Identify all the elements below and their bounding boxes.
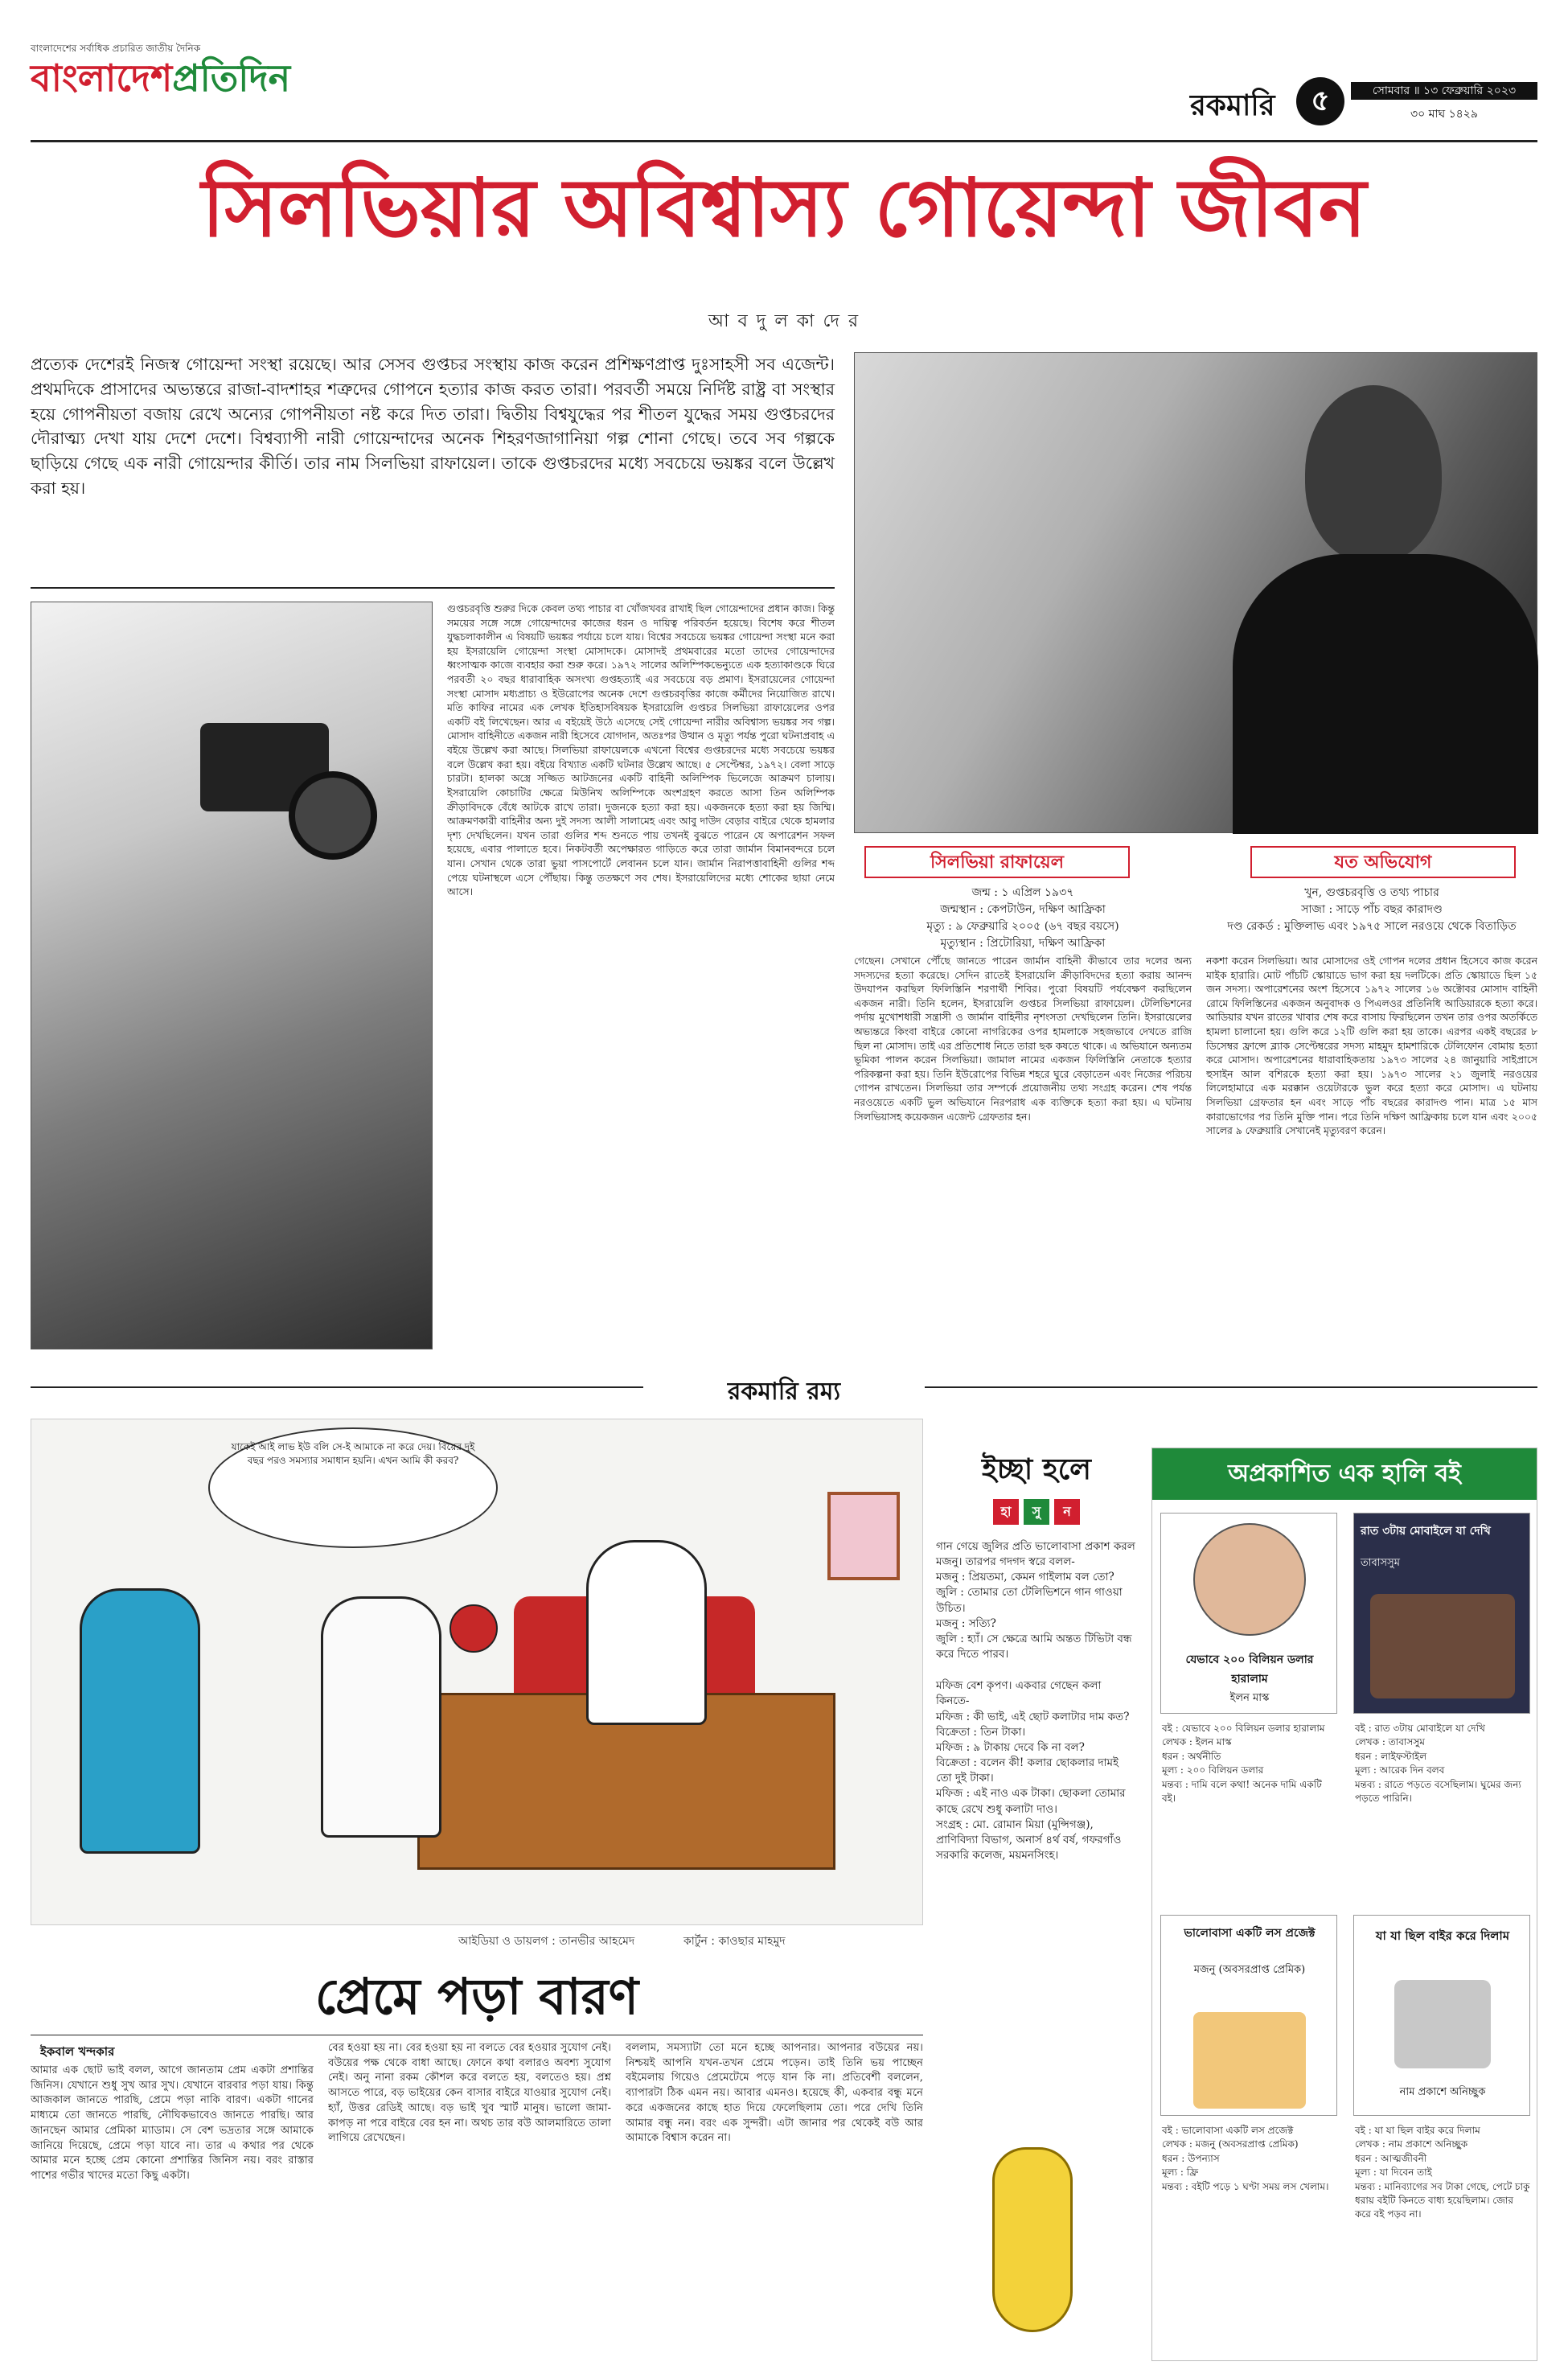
logo-part2: প্রতিদিন (172, 56, 291, 100)
ramya-section-title: রকমারি রম্য (643, 1372, 925, 1413)
book-3-illustration (1193, 2012, 1306, 2109)
book-3-caption: বই : ভালোবাসা একটি লস প্রজেক্ট লেখক : মজনু (অবসরপ্রাপ্ত প্রেমিক) ধরন : উপন্যাস মূল্য : ফ্রি মন্তব্য : বইটি পড়ে ১ ঘণ্টা সময় লস খেলাম। (1162, 2125, 1329, 2192)
profile-label-charges: যত অভিযোগ (1250, 846, 1516, 878)
logo-part1: বাংলাদেশ (31, 56, 173, 100)
book-2-cover (1353, 1513, 1530, 1714)
date-bangla: ৩০ মাঘ ১৪২৯ (1410, 108, 1478, 121)
books-title: অপ্রকাশিত এক হালি বই (1152, 1448, 1537, 1500)
book-4-cover (1353, 1915, 1530, 2116)
profile-died: মৃত্যু : ৯ ফেব্রুয়ারি ২০০৫ (৬৭ বছর বয়সে) (926, 920, 1119, 933)
record-text: দণ্ড রেকর্ড : মুক্তিলাভ এবং ১৯৭৫ সালে নরওয়ে থেকে বিতাড়িত (1227, 920, 1517, 933)
article-column-3: গেছেন। সেখানে পৌঁছে জানতে পারেন জার্মান বাহিনী কীভাবে তার দলের অন্য সদস্যদের হত্যা করেছে। সেদিন রাতেই ইসরায়েলি ক্রীড়াবিদদের হত্যা করায় আনন্দ উদযাপন করছিল ফিলিস্তিনি শরণার্থী শিবির। পুরো বিষয়টি পর্যবেক্ষণ করছিলেন একজন নারী। তিনি হলেন, ইসরায়েলি গুপ্তচর সিলভিয়া রাফায়েল। টেলিভিশনের পর্দায় মুখোশধারী সন্ত্রাসী ও জার্মান বাহিনীর নৃশংসতা দেখছিলেন তিনি। ইসরায়েলের অভ্যন্তরে কিংবা বাইরে কোনো নাগরিকের ওপর হামলাকে সহজভাবে দেখতে রাজি ছিল না মোসাদ। তাই এর প্রতিশোধ নিতে তারা ছক কষতে থাকে। এ অভিযানে অন্যতম ভূমিকা পালন করেন সিলভিয়া। জামাল নামের একজন ফিলিস্তিনি নেতাকে হত্যার পরিকল্পনা করা হয়। তিনি ইউরোপের বিভিন্ন শহরে ঘুরে বেড়াতেন এবং নিজের পরিচয় গোপন রাখতেন। সিলভিয়া তার সম্পর্কে প্রয়োজনীয় তথ্য সংগ্রহ করেন। শেষ পর্যন্ত নরওয়েতে একটি ভুল অভিযানে নিরপরাধ এক ব্যক্তিকে হত্যা করা হয়। এ ঘটনায় সিলভিয়াসহ কয়েকজন এজেন্ট গ্রেফতার হন। (854, 955, 1192, 1123)
sentence-text: সাজা : সাড়ে পাঁচ বছর কারাদণ্ড (1301, 903, 1443, 916)
books-box (1151, 1448, 1537, 2361)
man-figure (80, 1588, 200, 1854)
profile-facts (854, 885, 1192, 952)
icche-dialog-1: গান গেয়ে জুলির প্রতি ভালোবাসা প্রকাশ করল মজনু। তারপর গদগদ স্বরে বলল- মজনু : প্রিয়তমা, কেমন গাইলাম বল তো? জুলি : তোমার তো টেলিভিশনে গান গাওয়া উচিত। মজনু : সত্যি? জুলি : হ্যাঁ। সে ক্ষেত্রে আমি অন্তত টিভিটা বন্ধ করে দিতে পারব। (936, 1540, 1135, 1661)
article-column-1: গুপ্তচরবৃত্তি শুরুর দিকে কেবল তথ্য পাচার বা খোঁজখবর রাখাই ছিল গোয়েন্দাদের প্রধান কাজ। কিন্তু সময়ের সঙ্গে সঙ্গে গোয়েন্দাদের কাজের ধরন ও দায়িত্ব পরিবর্তন হয়েছে। বিশেষ করে শীতল যুদ্ধচলাকালীন এ বিষয়টি ভয়ঙ্কর পর্যায়ে চলে যায়। বিশ্বের সবচেয়ে ভয়ঙ্কর গোয়েন্দা সংস্থা মনে করা হয় ইসরায়েলি গোয়েন্দা সংস্থা মোসাদকে। মোসাদই প্রথমবারের মতো তাদের গোয়েন্দাদের ধ্বংসাত্মক কাজে ব্যবহার করা শুরু করে। ১৯৭২ সালের অলিম্পিকভেন্যুতে এক হত্যাকাণ্ডকে ঘিরে পরবর্তী ২০ বছর ধারাবাহিক অসংখ্য গুপ্তহত্যাই এর সবচেয়ে বড় প্রমাণ। ইসরায়েলের গোয়েন্দা সংস্থা মোসাদ মধ্যপ্রাচ্য ও ইউরোপের অনেক দেশে গুপ্তচরবৃত্তির কাজে কর্মীদের নিয়োজিত রাখে। মতি কাফির নামের এক লেখক ইতিহাসবিষয়ক ইসরায়েলি গুপ্তচর সিলভিয়া রাফায়েলের ওপর একটি বই লিখেছেন। আর এ বইয়েই উঠে এসেছে সেই গোয়েন্দা নারীর অবিশ্বাস্য ভয়ঙ্কর সব গল্প। মোসাদ বাহিনীতে একজন নারী হিসেবে যোগদান, অতঃপর উত্থান ও মৃত্যু পর্যন্ত পুরো ঘটনাপ্রবাহ এ বইয়ে উল্লেখ করা আছে। সিলভিয়া রাফায়েলকে এখনো বিশ্বের গুপ্তচরদের মধ্যে সবচেয়ে ভয়ঙ্কর বলে উল্লেখ করা হয়। বইয়ে বিখ্যাত একটি ঘটনার উল্লেখ আছে। ৫ সেপ্টেম্বর, ১৯৭২। বেলা সাড়ে চারটা। হালকা অস্ত্রে সজ্জিত আটজনের একটি বাহিনী অলিম্পিক ভিলেজে আক্রমণ চালায়। ইসরায়েলি কোচাটির ক্ষেত্রে মিউনিখ অলিম্পিকে অংশগ্রহণ করতে আসা তিন অলিম্পিক ক্রীড়াবিদকে বেঁধে আটকে রাখে তারা। দুজনকে হত্যা করা হয়। একজনকে হত্যা করা হয় জিম্মি। আক্রমণকারী বাহিনীর অন্য দুই সদস্য আলী সালামেহ এবং আবু দাউদ বেড়ার বাইরে থেকে হামলার দৃশ্য দেখছিলেন। যখন তারা গুলির শব্দ শুনতে পায় তখনই বুঝতে পারেন যে অপারেশন সফল হয়েছে, এবার পালাতে হবে। নিকটবর্তী অপেক্ষারত গাড়িতে করে তারা জার্মান বিমানবন্দরে চলে যান। সেখান থেকে তারা ভুয়া পাসপোর্টে লেবানন চলে যান। জার্মান নিরাপত্তাবাহিনী গুলির শব্দ পেয়ে ঘটনাস্থলে এসে পৌঁছায়। কিন্তু ততক্ষণে সব শেষ। ইসরায়েলিদের মধ্যে শোকের ছায়া নেমে আসে। (447, 602, 835, 898)
wall-frame (827, 1492, 900, 1580)
profile-born: জন্ম : ১ এপ্রিল ১৯৩৭ (971, 886, 1074, 899)
cartoon-panel (31, 1419, 923, 1925)
book-3-cover-author: মজনু (অবসরপ্রাপ্ত প্রেমিক) (1193, 1964, 1306, 1976)
banana-icon (992, 2147, 1073, 2332)
portrait-body (1233, 554, 1538, 834)
doctor-figure (586, 1540, 707, 1725)
article-byline: আ ব দু ল কা দে র (708, 311, 860, 331)
book-1-cover-title: যেভাবে ২০০ বিলিয়ন ডলার হারালাম (1185, 1653, 1314, 1686)
section-name: রকমারি (1190, 88, 1275, 122)
book-2-illustration (1370, 1594, 1515, 1698)
ramya-headline: প্রেমে পড়া বারণ (314, 1967, 639, 2026)
profile-charges (1206, 885, 1537, 935)
profile-label-name: সিলভিয়া রাফায়েল (864, 846, 1130, 878)
book-4-cover-author: নাম প্রকাশে অনিচ্ছুক (1399, 2086, 1486, 2098)
ramya-column-1: আমার এক ছোট ভাই বলল, আগে জানতাম প্রেম একটা প্রশান্তির জিনিস। যেখানে শুধু সুখ আর সুখ। যেখানে বারবার পড়া যায়। কিন্তু আজকাল জানতে পারছি, প্রেমে পড়া নাকি বারণ। একটা গানের মাধ্যমে তো জানতে পারছি, নৌঘিকভাবেও জানতে পারছি। আর জানছেন আমার প্রেমিকা ম্যাডাম। সে বেশ ভদ্রতার সঙ্গে আমাকে জানিয়ে দিয়েছে, প্রেমে পড়া যাবে না। তার এ কথার পর থেকে আমার মনে হচ্ছে প্রেম কোনো প্রশান্তির জিনিস নয়। বরং রাস্তার পাশের গভীর খাদের মতো কিছু একটা। (31, 2064, 314, 2183)
icche-title: ইচ্ছা হলে (982, 1452, 1091, 1486)
book-4-cover-title: যা যা ছিল বাইর করে দিলাম (1375, 1928, 1510, 1943)
book-1-cover (1160, 1513, 1337, 1714)
rose-icon (449, 1604, 498, 1653)
masthead-logo (31, 42, 368, 99)
icche-dialog-2: মফিজ বেশ কৃপণ। একবার গেছেন কলা কিনতে- মফিজ : কী ভাই, এই ছোট কলাটার দাম কত? বিক্রেতা : তিন টাকা। মফিজ : ৯ টাকায় দেবে কি না বল? বিক্রেতা : বলেন কী! কলার ছোকলার দামই তো দুই টাকা। মফিজ : এই নাও এক টাকা। ছোকলা তোমার কাছে রেখে শুধু কলাটা দাও। সংগ্রহ : মো. রোমান মিয়া (মুন্সিগঞ্জ), প্রাণিবিদ্যা বিভাগ, অনার্স ৪র্থ বর্ষ, গফরগাঁও সরকারি কলেজ, ময়মনসিংহ। (936, 1679, 1130, 1862)
speech-bubble: যাকেই আই লাভ ইউ বলি সে-ই আমাকে না করে দেয়। বিয়ের দুই বছর পরও সমস্যার সমাধান হয়নি। এখন আমি কী করব? (208, 1427, 498, 1548)
page-number-badge: ৫ (1296, 77, 1344, 125)
ramya-byline: ইকবাল খন্দকার (40, 2044, 115, 2059)
profile-birthplace: জন্মস্থান : কেপটাউন, দক্ষিণ আফ্রিকা (940, 903, 1106, 916)
hasun-letters (936, 1499, 1137, 1525)
book-2-caption: বই : রাত ৩টায় মোবাইলে যা দেখি লেখক : তাবাসসুম ধরন : লাইফস্টাইল মূল্য : আরেক দিন বলব মন্তব্য : রাতে পড়তে বসেছিলাম। ঘুমের জন্য পড়তে পারিনি। (1355, 1723, 1521, 1804)
book-4-caption: বই : যা যা ছিল বাইর করে দিলাম লেখক : নাম প্রকাশে অনিচ্ছুক ধরন : আত্মজীবনী মূল্য : যা দিবেন তাই মন্তব্য : মানিব্যাগের সব টাকা গেছে, পেটে চাকু ধরায় বইটি কিনতে বাধ্য হয়েছিলাম। জোর করে বই পড়ব না। (1355, 2125, 1530, 2220)
masthead-tagline: বাংলাদেশের সর্বাধিক প্রচারিত জাতীয় দৈনিক (31, 43, 201, 54)
book-3-cover (1160, 1915, 1337, 2116)
book-1-cover-author: ইলন মাস্ক (1229, 1692, 1270, 1704)
letter-2: সু (1024, 1499, 1049, 1525)
book-2-cover-author: তাবাসসুম (1361, 1557, 1400, 1569)
icche-hole-box (936, 1448, 1137, 2361)
photo-sylvia-camera (31, 602, 433, 1349)
article-headline: সিলভিয়ার অবিশ্বাস্য গোয়েন্দা জীবন (201, 160, 1367, 255)
photo-sylvia-portrait (854, 352, 1537, 833)
book-1-portrait (1193, 1523, 1306, 1636)
date-gregorian: সোমবার ॥ ১৩ ফেব্রুয়ারি ২০২৩ (1351, 82, 1537, 100)
letter-3: ন (1054, 1499, 1080, 1525)
book-3-cover-title: ভালোবাসা একটি লস প্রজেক্ট (1184, 1927, 1316, 1940)
ramya-column-2: বের হওয়া হয় না। বের হওয়া হয় না বলতে বের হওয়ার সুযোগ নেই। বউয়ের পক্ষ থেকে বাধা আছে। ফোনে কথা বলারও অবশ্য সুযোগ নেই। অনু নানা রকম কৌশল করে বলতে হয়, বলতেও হয়। প্রশ্ন আসতে পারে, বড় ভাইয়ের কেন বাসার বাইরে যাওয়ার সুযোগ নেই। হ্যাঁ, উত্তর রেডিই আছে। বড় ভাই খুব স্মার্ট মানুষ। ভালো জামা-কাপড় না পরে বাইরে বের হন না। অথচ তার বউ আলমারিতে তালা লাগিয়ে রেখেছেন। (328, 2042, 611, 2145)
article-column-4: নকশা করেন সিলভিয়া। আর মোসাদের ওই গোপন দলের প্রধান হিসেবে কাজ করেন মাইক হারারি। মোট পাঁচটি স্কোয়াডে ভাগ করা হয় দলটিকে। প্রতি স্কোয়াডে ছিল ১৫ জন সদস্য। অপারেশনের অংশ হিসেবে ১৯৭২ সালের ১৬ অক্টোবর মোসাদ বাহিনী রোমে ফিলিস্তিনের একজন অনুবাদক ও পিএলওর প্রতিনিধি আডিয়ারকে হত্যা করে। আডিয়ার যখন রাতের খাবার শেষ করে বাসায় ফিরছিলেন তখন তার ওপর অতর্কিতে হামলা চালানো হয়। গুলি করে ১২টি গুলি করা হয় তাকে। এরপর একই বছরের ৮ ডিসেম্বর ফ্রান্সে ব্ল্যাক সেপ্টেম্বরের সদস্য মাহমুদ হামশারিকে টেলিফোন বোমায় হত্যা করে মোসাদ। অপারেশনের ধারাবাহিকতায় ১৯৭৩ সালের ২৪ জানুয়ারি সাইপ্রাসে হুসাইন আল বশিরকে হত্যা করা হয়। ১৯৭৩ সালের ২১ জুলাই নরওয়ের লিলেহামারে এক মরক্কান ওয়েটারকে ভুল করে হত্যা করে মোসাদ। এ ঘটনায় সিলভিয়া গ্রেফতার হন এবং সাড়ে পাঁচ বছরের কারাদণ্ড পান। মাত্র ১৫ মাস কারাভোগের পর তিনি মুক্তি পান। পরে তিনি দক্ষিণ আফ্রিকায় চলে যান এবং ২০০৫ সালের ৯ ফেব্রুয়ারি সেখানেই মৃত্যুবরণ করেন। (1206, 955, 1537, 1137)
letter-1: হা (993, 1499, 1019, 1525)
book-4-illustration (1394, 1980, 1491, 2068)
intro-divider (31, 587, 835, 589)
profile-death-place: মৃত্যুস্থান : প্রিটোরিয়া, দক্ষিণ আফ্রিকা (940, 937, 1106, 950)
camera-lens-icon (289, 771, 377, 860)
patient-figure (321, 1596, 441, 1838)
charge-text: খুন, গুপ্তচরবৃত্তি ও তথ্য পাচার (1304, 886, 1439, 899)
book-1-caption: বই : যেভাবে ২০০ বিলিয়ন ডলার হারালাম লেখক : ইলন মাস্ক ধরন : অর্থনীতি মূল্য : ২০০ বিলিয়ন ডলার মন্তব্য : দামি বলে কথা! অনেক দামি একটি বই। (1162, 1723, 1325, 1804)
article-intro: প্রত্যেক দেশেরই নিজস্ব গোয়েন্দা সংস্থা রয়েছে। আর সেসব গুপ্তচর সংস্থায় কাজ করেন প্রশিক্ষণপ্রাপ্ত দুঃসাহসী সব এজেন্ট। প্রথমদিকে প্রাসাদের অভ্যন্তরে রাজা-বাদশাহর শত্রুদের গোপনে হত্যার কাজ করত তারা। পরবর্তী সময়ে নির্দিষ্ট রাষ্ট্র বা সংস্থার হয়ে গোপনীয়তা বজায় রেখে অন্যের গোপনীয়তা নষ্ট করে দিত তারা। দ্বিতীয় বিশ্বযুদ্ধের পর শীতল যুদ্ধের সময় গুপ্তচরদের দৌরাত্ম্য দেখা যায় দেশে দেশে। বিশ্বব্যাপী নারী গোয়েন্দাদের অনেক শিহরণজাগানিয়া গল্প শোনা গেছে। তবে সব গল্পকে ছাড়িয়ে গেছে এক নারী গোয়েন্দার কীর্তি। তার নাম সিলভিয়া রাফায়েল। তাকে গুপ্তচরদের মধ্যে সবচেয়ে ভয়ঙ্কর বলে উল্লেখ করা হয়। (31, 355, 835, 498)
book-2-cover-title: রাত ৩টায় মোবাইলে যা দেখি (1361, 1525, 1491, 1538)
masthead-rule (31, 140, 1537, 142)
ramya-column-3: বললাম, সমস্যাটা তো মনে হচ্ছে আপনার। আপনার বউয়ের নয়। নিশ্চয়ই আপনি যখন-তখন প্রেমে পড়েন। তাই তিনি ভয় পাচ্ছেন বইমেলায় গিয়েও প্রেমেটেমে পড়ে যান কি না। প্রতিবেশী বললেন, ব্যাপারটা ঠিক এমন নয়। আবার এমনও। হয়েছে কী, একবার বন্ধু মনে করে একজনের কাছে হাত দিয়ে ফেলেছিলাম তো। পরে দেখি তিনি আমার বন্ধু নন। বরং এক সুন্দরী। এটা জানার পর থেকেই বউ আর আমাকে বিশ্বাস করেন না। (626, 2042, 923, 2145)
credit-cartoon: কার্টুন : কাওছার মাহমুদ (683, 1935, 786, 1948)
credit-idea: আইডিয়া ও ডায়লগ : তানভীর আহমেদ (458, 1935, 635, 1948)
portrait-figure (1305, 385, 1442, 562)
